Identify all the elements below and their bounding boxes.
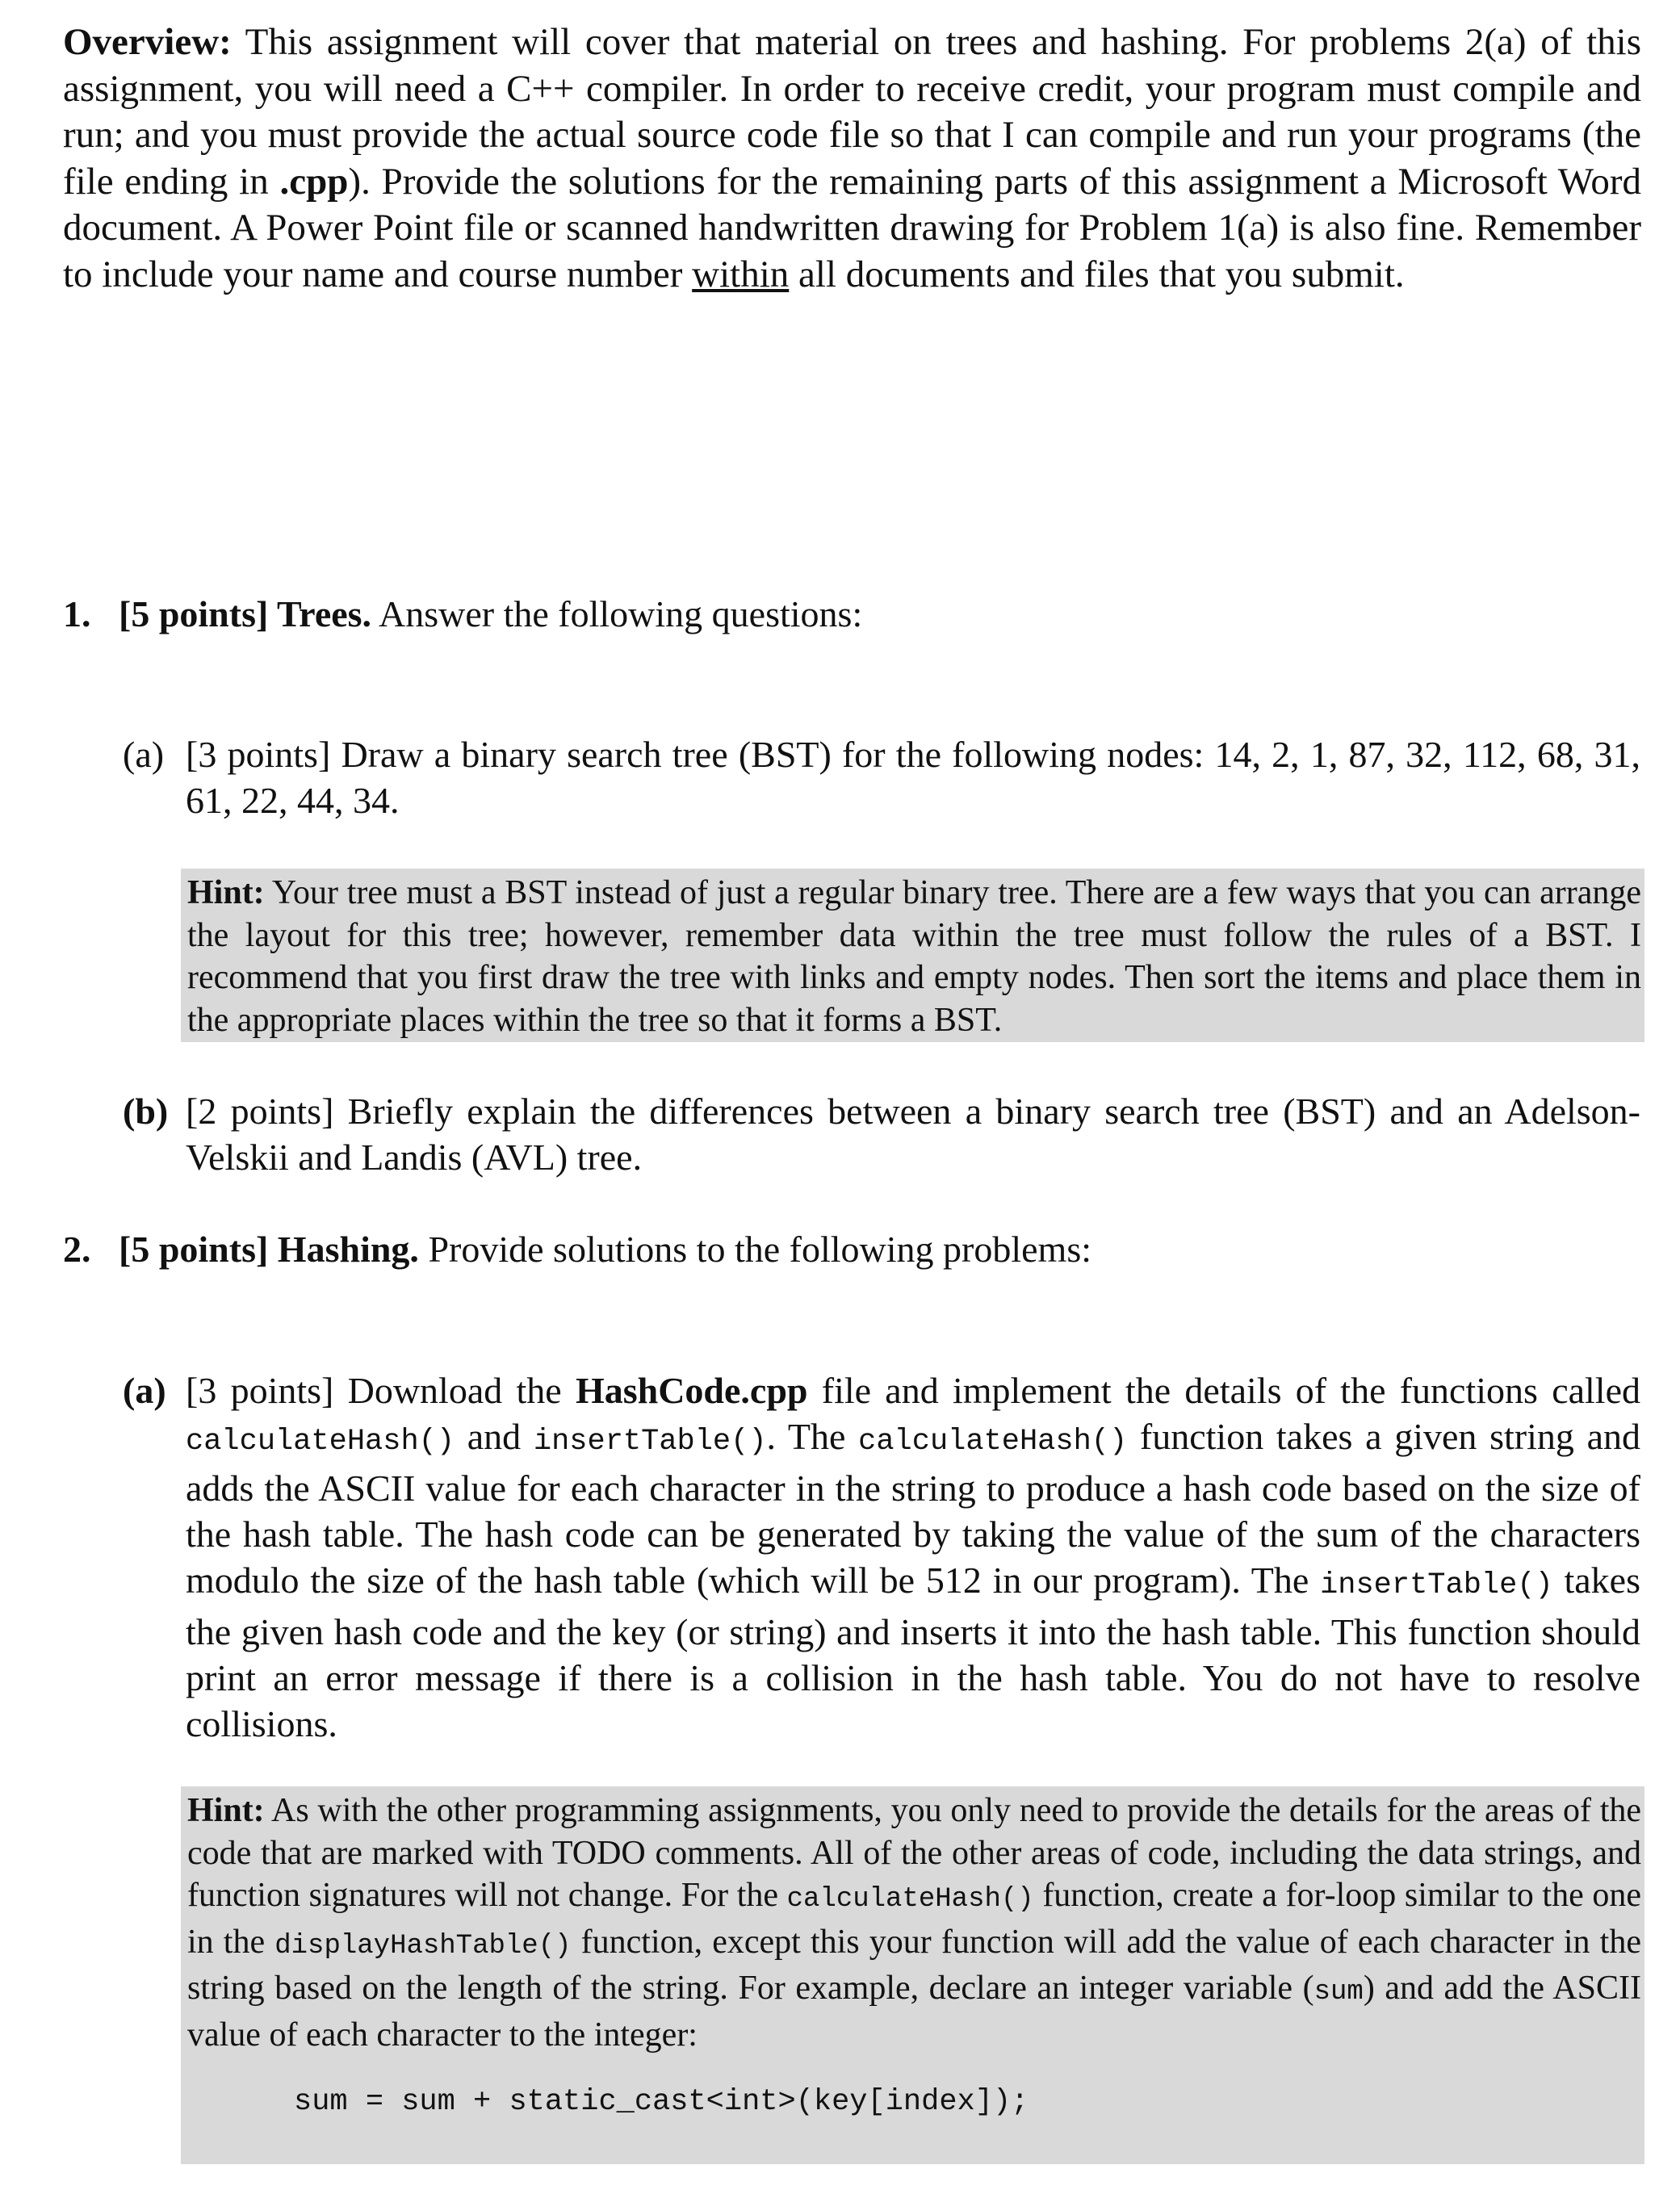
question-2a-text [186,1367,1640,1747]
hint-display-hash-table-fn: displayHashTable() [274,1930,572,1962]
insert-table-fn: insertTable() [533,1425,767,1459]
question-2-title: Provide solutions to the following problems: [418,1229,1092,1270]
calculate-hash-fn: calculateHash() [186,1425,455,1459]
hint-label: Hint: [187,874,265,911]
question-2a-text-6: takes the given hash code and the key (or string) and inserts it into the hash table. This function should print an error message if there is a collision in the hash table. You do not have to resolve collisions. [186,1560,1640,1744]
question-2a-text-3: and [455,1416,534,1457]
insert-table-fn-2: insertTable() [1320,1568,1553,1602]
question-2a-text-5: function takes a given string and adds the ASCII value for each character in the string to produce a hash code based on the size of the hash table. The hash code can be generated by taking the value of the sum of the characters modulo the size of the hash table (which will be 512 in our program). The [186,1416,1641,1601]
question-1b [123,1088,1640,1185]
cpp-extension: .cpp [279,160,349,203]
overview-text-3: all documents and files that you submit. [789,253,1405,295]
question-1b-text: [2 points] Briefly explain the differences between a binary search tree (BST) and an Adelson-Velskii and Landis (AVL) tree. [186,1091,1640,1178]
question-2a [123,1367,1640,1747]
question-2-heading [63,1228,1091,1271]
question-2a-hint-text-4: ) and add the ASCII value of each character to the integer: [187,1970,1641,2054]
question-1-number: 1. [63,593,91,634]
hint-sum-variable: sum [1313,1977,1364,2008]
within-underlined: within [692,253,790,295]
overview-text-1: This assignment will cover that material on trees and hashing. For problems 2(a) of this assignment, you will need a C++ compiler. In order to receive credit, your program must compile and run; and you must provide the actual source code file so that I can compile and run your programs (the file ending in [63,21,1641,203]
question-1-title: Answer the following questions: [371,593,863,634]
hashcode-filename: HashCode.cpp [575,1370,808,1411]
hint-label-2: Hint: [187,1792,265,1829]
question-1b-label: (b) [123,1091,169,1132]
overview-text-2: ). Provide the solutions for the remaining parts of this assignment a Microsoft Word document. A Power Point file or scanned handwritten drawing for Problem 1(a) is also fine. Remember to include your name and course number [63,160,1641,295]
question-2a-hint-text-3: function, except this your function will add the value of each character in the string based on the length of the string. For example, declare an integer variable ( [187,1923,1641,2007]
question-1-heading [63,592,862,635]
question-1a [123,731,1640,828]
question-1a-label: (a) [123,734,165,775]
question-1a-hint-box [181,869,1644,1042]
question-2a-text-1: [3 points] Download the [186,1370,576,1411]
question-1a-text: [3 points] Draw a binary search tree (BST) for the following nodes: 14, 2, 1, 87, 32, 112, 68, 31, 61, 22, 44, 34. [186,734,1640,821]
question-2a-text-2: file and implement the details of the functions called [807,1370,1641,1411]
question-2-number: 2. [63,1229,91,1270]
question-1a-hint-text: Your tree must a BST instead of just a regular binary tree. There are a few ways that you can arrange the layout for this tree; however, remember data within the tree must follow the rules of a BST. I recommend that you first draw the tree with links and empty nodes. Then sort the items and place them in the appropriate places within the tree so that it forms a BST. [187,874,1641,1039]
code-example: sum = sum + static_cast<int>(key[index]); [294,2085,1029,2119]
question-2a-text-4: . The [766,1416,859,1457]
question-2-points: [5 points] Hashing. [119,1229,419,1270]
question-2a-hint-text-1: As with the other programming assignments, you only need to provide the details for the areas of the code that are marked with TODO comments. All of the other areas of code, including the data strings, and function signatures will not change. For the [187,1792,1641,1914]
overview-label: Overview: [63,21,232,63]
question-2a-label: (a) [123,1370,166,1411]
hint-calculate-hash-fn: calculateHash() [786,1884,1034,1915]
question-2a-hint-text-2: function, create a for-loop similar to the one in the [187,1877,1641,1961]
calculate-hash-fn-2: calculateHash() [858,1425,1128,1459]
question-1-points: [5 points] Trees. [119,593,372,634]
overview-paragraph [63,19,1641,299]
